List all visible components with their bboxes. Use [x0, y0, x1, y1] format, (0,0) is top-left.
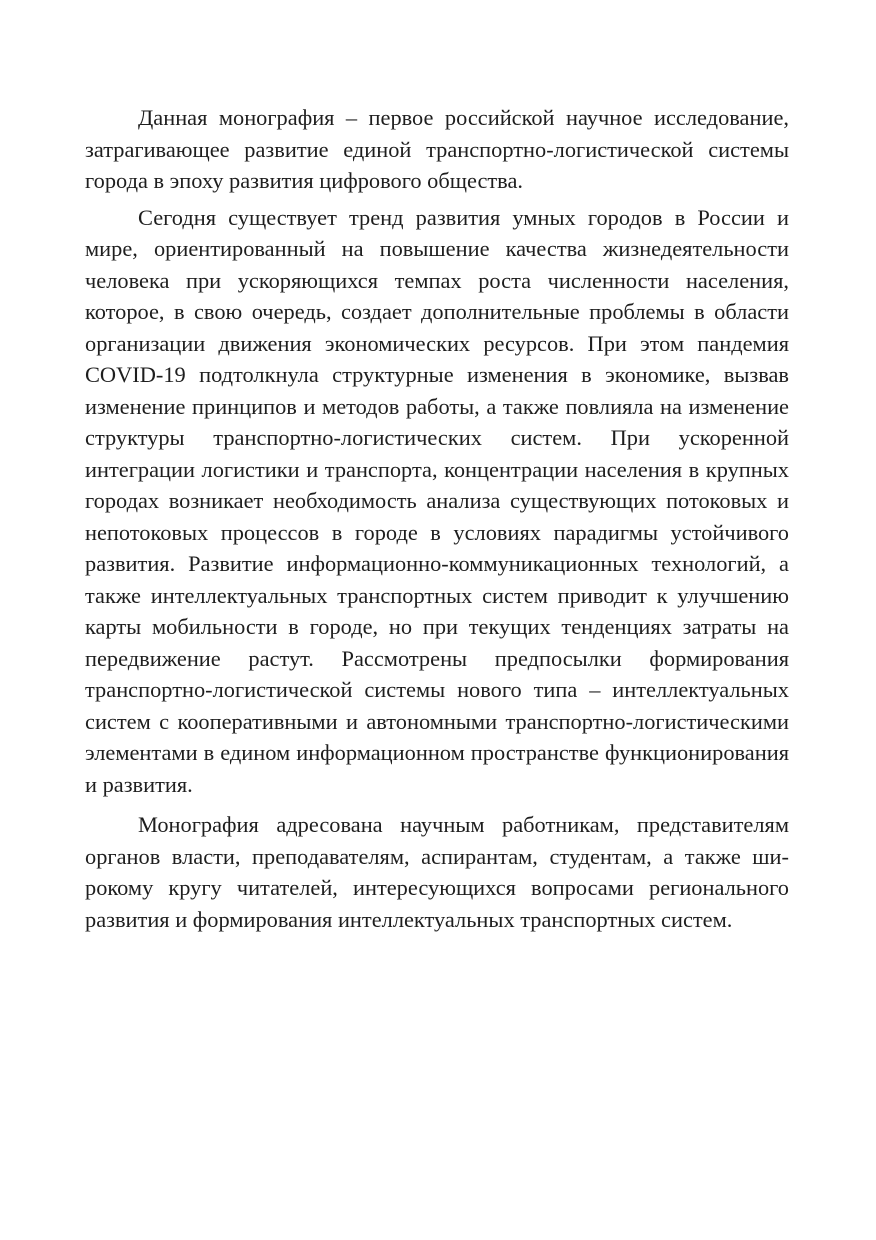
paragraph-trends: Сегодня существует тренд развития умных городов в России и мире, ориентированный на повышение качества жизнедеятельности человека при ускоряющихся темпах роста численности населения, которое, в свою очередь, создает дополнительные проблемы в области организации движения экономических ресурсов. При этом пандемия COVID-19 подтолкнула структурные изменения в экономике, вызвав изменение принципов и методов работы, а также повлияла на изменение структуры транспортно-логистических систем. При ускоренной интеграции логистики и транспорта, концентрации населения в крупных городах возникает необходимость анализа существующих потоковых и непотоковых процессов в городе в условиях парадигмы устойчивого развития. Развитие информационно-коммуникационных технологий, а также интеллектуальных транспортных систем приводит к улучшению карты мобильности в городе, но при текущих тенденциях затраты на передвижение растут. Рассмотрены предпосылки формирования транспортно-логистической системы нового типа – интеллектуальных систем с кооперативными и автономными транспортно-логистическими элементами в едином информационном пространстве функционирования и развития. — [85, 204, 789, 797]
annotation-text — [85, 102, 789, 935]
paragraph-audience: Монография адресована научным работникам, представителям органов власти, преподавателям, аспирантам, студентам, а также широкому кругу читателей, интересующихся вопросами регионального развития и формирования интеллектуальных транспортных систем. — [85, 812, 789, 932]
paragraph-intro: Данная монография – первое российской научное исследование, затрагивающее развитие единой транспортно-логистической системы города в эпоху развития цифрового общества. — [85, 105, 789, 193]
